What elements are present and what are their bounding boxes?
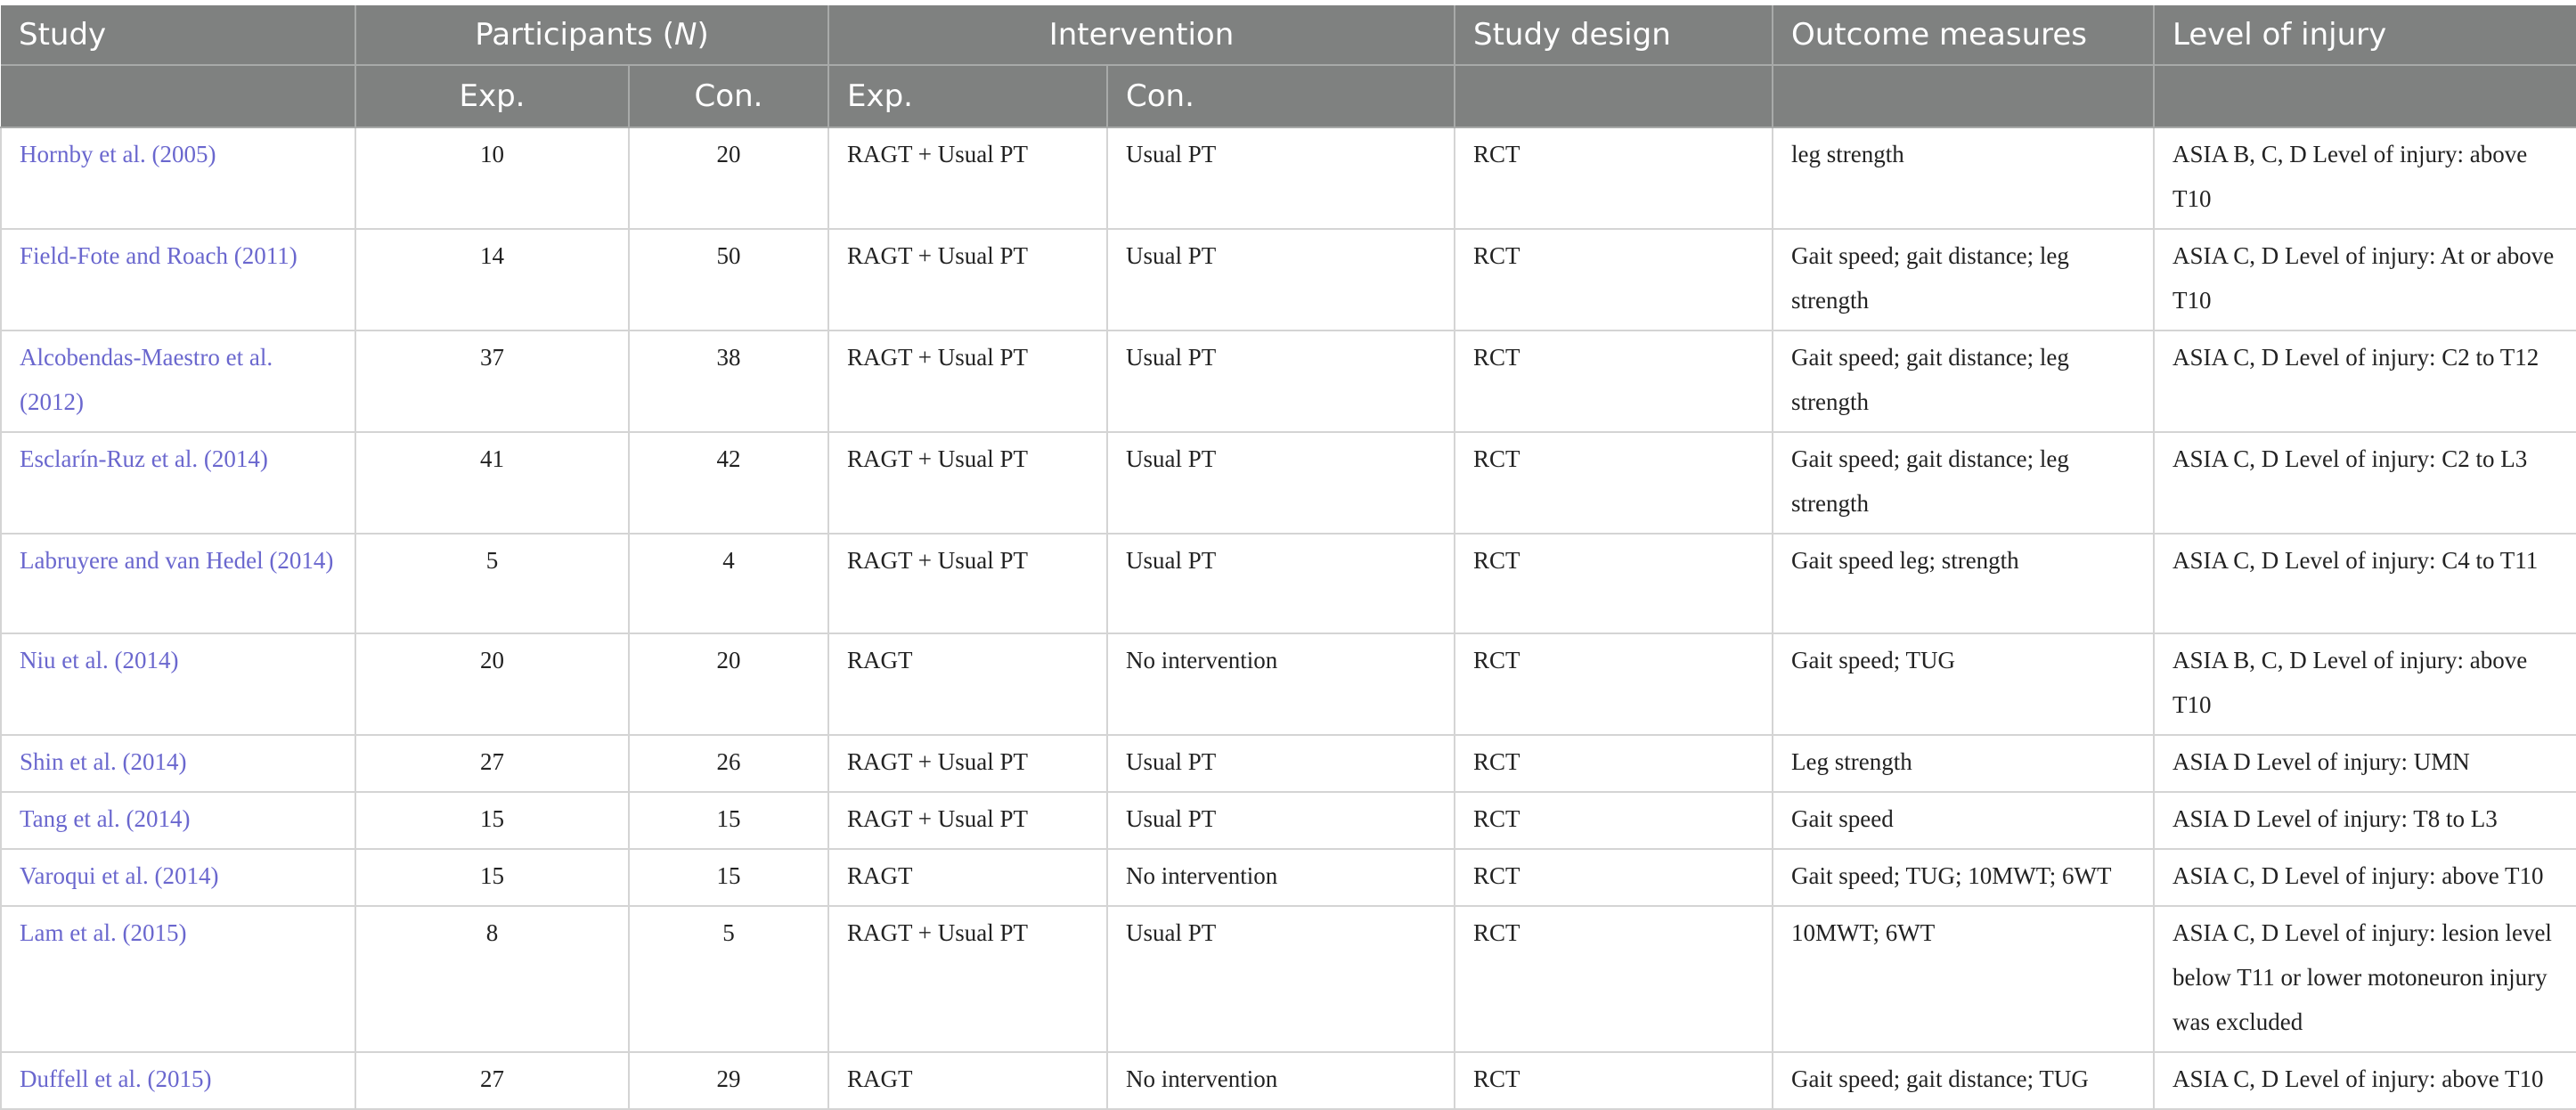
study-design-cell: RCT — [1455, 1052, 1773, 1109]
exp-n-cell: 8 — [355, 906, 629, 1052]
outcome-measures-cell: Gait speed; TUG — [1773, 633, 2154, 735]
study-design-cell: RCT — [1455, 229, 1773, 331]
con-intervention-cell: Usual PT — [1107, 331, 1455, 432]
exp-n-cell: 41 — [355, 432, 629, 534]
con-intervention-cell: No intervention — [1107, 1052, 1455, 1109]
header-outcome-measures: Outcome measures — [1773, 5, 2154, 65]
table-row — [1, 1052, 2576, 1109]
header-row-main — [1, 5, 2576, 65]
study-design-cell: RCT — [1455, 735, 1773, 792]
con-intervention-cell: No intervention — [1107, 633, 1455, 735]
outcome-measures-cell: 10MWT; 6WT — [1773, 906, 2154, 1052]
level-of-injury-cell: ASIA C, D Level of injury: C2 to T12 — [2154, 331, 2576, 432]
header-sub-exp-intervention: Exp. — [828, 65, 1107, 127]
exp-intervention-cell: RAGT + Usual PT — [828, 906, 1107, 1052]
study-design-cell: RCT — [1455, 633, 1773, 735]
study-link[interactable]: Shin et al. (2014) — [1, 735, 355, 792]
con-n-cell: 5 — [629, 906, 828, 1052]
con-intervention-cell: Usual PT — [1107, 906, 1455, 1052]
outcome-measures-cell: Gait speed — [1773, 792, 2154, 849]
exp-n-cell: 27 — [355, 1052, 629, 1109]
exp-n-cell: 14 — [355, 229, 629, 331]
study-link[interactable]: Field-Fote and Roach (2011) — [1, 229, 355, 331]
header-sub-empty-design — [1455, 65, 1773, 127]
study-link[interactable]: Alcobendas-Maestro et al. (2012) — [1, 331, 355, 432]
level-of-injury-cell: ASIA B, C, D Level of injury: above T10 — [2154, 633, 2576, 735]
header-participants — [355, 5, 828, 65]
level-of-injury-cell: ASIA D Level of injury: UMN — [2154, 735, 2576, 792]
con-intervention-cell: Usual PT — [1107, 735, 1455, 792]
con-n-cell: 26 — [629, 735, 828, 792]
table-row — [1, 534, 2576, 633]
outcome-measures-cell: Leg strength — [1773, 735, 2154, 792]
level-of-injury-cell: ASIA C, D Level of injury: At or above T10 — [2154, 229, 2576, 331]
con-n-cell: 38 — [629, 331, 828, 432]
level-of-injury-cell: ASIA B, C, D Level of injury: above T10 — [2154, 127, 2576, 229]
outcome-measures-cell: Gait speed; gait distance; leg strength — [1773, 229, 2154, 331]
table-row — [1, 432, 2576, 534]
table-row — [1, 849, 2576, 906]
table-header — [1, 5, 2576, 127]
header-participants-n: N — [674, 17, 697, 53]
table-row — [1, 906, 2576, 1052]
studies-table-container — [0, 5, 2576, 1110]
exp-intervention-cell: RAGT + Usual PT — [828, 127, 1107, 229]
header-sub-empty-injury — [2154, 65, 2576, 127]
exp-n-cell: 10 — [355, 127, 629, 229]
study-link[interactable]: Varoqui et al. (2014) — [1, 849, 355, 906]
study-link[interactable]: Lam et al. (2015) — [1, 906, 355, 1052]
study-link[interactable]: Niu et al. (2014) — [1, 633, 355, 735]
header-participants-suffix: ) — [697, 17, 709, 53]
exp-n-cell: 20 — [355, 633, 629, 735]
exp-n-cell: 15 — [355, 849, 629, 906]
outcome-measures-cell: Gait speed; gait distance; TUG — [1773, 1052, 2154, 1109]
header-participants-prefix: Participants ( — [475, 17, 675, 53]
level-of-injury-cell: ASIA C, D Level of injury: C4 to T11 — [2154, 534, 2576, 633]
header-row-sub — [1, 65, 2576, 127]
study-design-cell: RCT — [1455, 331, 1773, 432]
table-row — [1, 633, 2576, 735]
con-n-cell: 15 — [629, 849, 828, 906]
table-row — [1, 229, 2576, 331]
table-row — [1, 127, 2576, 229]
con-n-cell: 42 — [629, 432, 828, 534]
con-n-cell: 20 — [629, 127, 828, 229]
header-sub-empty-outcome — [1773, 65, 2154, 127]
studies-table — [0, 5, 2576, 1110]
exp-n-cell: 27 — [355, 735, 629, 792]
outcome-measures-cell: leg strength — [1773, 127, 2154, 229]
header-study: Study — [1, 5, 355, 65]
level-of-injury-cell: ASIA C, D Level of injury: lesion level below T11 or lower motoneuron injury was excluded — [2154, 906, 2576, 1052]
exp-n-cell: 37 — [355, 331, 629, 432]
table-body — [1, 127, 2576, 1109]
table-row — [1, 331, 2576, 432]
header-sub-exp-participants: Exp. — [355, 65, 629, 127]
exp-intervention-cell: RAGT + Usual PT — [828, 229, 1107, 331]
study-design-cell: RCT — [1455, 792, 1773, 849]
con-n-cell: 4 — [629, 534, 828, 633]
header-sub-empty-study — [1, 65, 355, 127]
con-intervention-cell: Usual PT — [1107, 792, 1455, 849]
study-link[interactable]: Duffell et al. (2015) — [1, 1052, 355, 1109]
con-n-cell: 15 — [629, 792, 828, 849]
level-of-injury-cell: ASIA C, D Level of injury: C2 to L3 — [2154, 432, 2576, 534]
level-of-injury-cell: ASIA D Level of injury: T8 to L3 — [2154, 792, 2576, 849]
con-n-cell: 20 — [629, 633, 828, 735]
study-link[interactable]: Tang et al. (2014) — [1, 792, 355, 849]
exp-intervention-cell: RAGT + Usual PT — [828, 432, 1107, 534]
table-row — [1, 735, 2576, 792]
con-n-cell: 29 — [629, 1052, 828, 1109]
exp-intervention-cell: RAGT + Usual PT — [828, 331, 1107, 432]
level-of-injury-cell: ASIA C, D Level of injury: above T10 — [2154, 849, 2576, 906]
study-design-cell: RCT — [1455, 849, 1773, 906]
header-intervention: Intervention — [828, 5, 1455, 65]
exp-n-cell: 15 — [355, 792, 629, 849]
header-study-design: Study design — [1455, 5, 1773, 65]
header-sub-con-participants: Con. — [629, 65, 828, 127]
exp-intervention-cell: RAGT — [828, 1052, 1107, 1109]
con-n-cell: 50 — [629, 229, 828, 331]
study-link[interactable]: Hornby et al. (2005) — [1, 127, 355, 229]
outcome-measures-cell: Gait speed; gait distance; leg strength — [1773, 331, 2154, 432]
study-link[interactable]: Labruyere and van Hedel (2014) — [1, 534, 355, 633]
con-intervention-cell: Usual PT — [1107, 229, 1455, 331]
exp-n-cell: 5 — [355, 534, 629, 633]
study-design-cell: RCT — [1455, 534, 1773, 633]
outcome-measures-cell: Gait speed; gait distance; leg strength — [1773, 432, 2154, 534]
exp-intervention-cell: RAGT — [828, 849, 1107, 906]
con-intervention-cell: Usual PT — [1107, 534, 1455, 633]
outcome-measures-cell: Gait speed; TUG; 10MWT; 6WT — [1773, 849, 2154, 906]
table-row — [1, 792, 2576, 849]
con-intervention-cell: Usual PT — [1107, 432, 1455, 534]
outcome-measures-cell: Gait speed leg; strength — [1773, 534, 2154, 633]
con-intervention-cell: No intervention — [1107, 849, 1455, 906]
header-level-of-injury: Level of injury — [2154, 5, 2576, 65]
exp-intervention-cell: RAGT — [828, 633, 1107, 735]
study-design-cell: RCT — [1455, 906, 1773, 1052]
exp-intervention-cell: RAGT + Usual PT — [828, 792, 1107, 849]
exp-intervention-cell: RAGT + Usual PT — [828, 534, 1107, 633]
con-intervention-cell: Usual PT — [1107, 127, 1455, 229]
study-design-cell: RCT — [1455, 127, 1773, 229]
level-of-injury-cell: ASIA C, D Level of injury: above T10 — [2154, 1052, 2576, 1109]
study-link[interactable]: Esclarín-Ruz et al. (2014) — [1, 432, 355, 534]
header-sub-con-intervention: Con. — [1107, 65, 1455, 127]
exp-intervention-cell: RAGT + Usual PT — [828, 735, 1107, 792]
study-design-cell: RCT — [1455, 432, 1773, 534]
